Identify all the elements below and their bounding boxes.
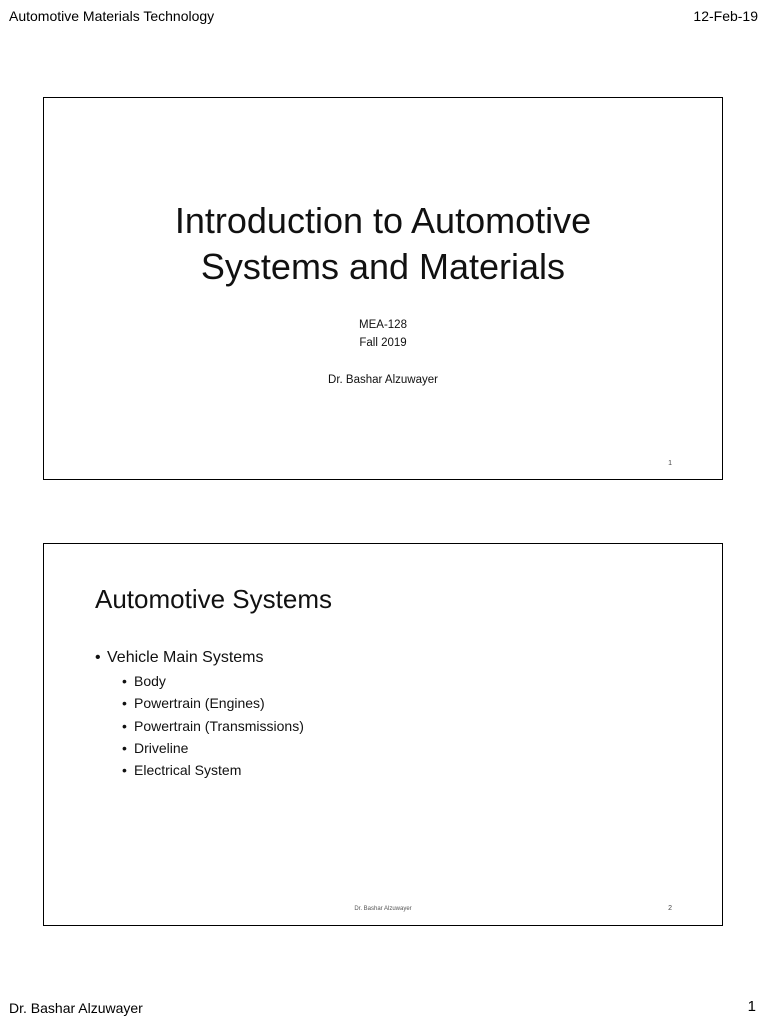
slide-1-number: 1 bbox=[668, 460, 672, 467]
list-item bbox=[122, 737, 304, 759]
slide-1-course-code: MEA-128 bbox=[359, 319, 407, 331]
slide-1-term: Fall 2019 bbox=[359, 337, 407, 349]
bullet-dot-icon: • bbox=[122, 739, 127, 756]
page-footer-author: Dr. Bashar Alzuwayer bbox=[9, 1000, 143, 1016]
bullet-label: Vehicle Main Systems bbox=[107, 649, 264, 666]
slide-1-title-line-2: Systems and Materials bbox=[200, 246, 566, 287]
list-item-label: Electrical System bbox=[134, 762, 242, 779]
bullet-dot-icon: • bbox=[122, 717, 127, 734]
page-header-date: 12-Feb-19 bbox=[693, 8, 758, 24]
slide-1-title-line-1: Introduction to Automotive bbox=[174, 200, 592, 241]
list-item-label: Powertrain (Transmissions) bbox=[134, 717, 304, 734]
list-item-label: Powertrain (Engines) bbox=[134, 695, 265, 712]
list-item bbox=[122, 692, 304, 714]
bullet-dot-icon: • bbox=[95, 649, 101, 666]
sub-bullet-list bbox=[122, 670, 304, 781]
list-item-label: Driveline bbox=[134, 739, 189, 756]
slide-2-title: Automotive Systems bbox=[95, 584, 332, 614]
page-number: 1 bbox=[747, 998, 756, 1015]
bullet-dot-icon: • bbox=[122, 673, 127, 689]
list-item bbox=[122, 715, 304, 737]
page-header-title: Automotive Materials Technology bbox=[9, 8, 215, 24]
slide-1-title bbox=[44, 198, 722, 290]
slide-2 bbox=[43, 543, 723, 926]
bullet-dot-icon: • bbox=[122, 695, 127, 712]
list-item bbox=[122, 670, 304, 692]
slide-2-footer-author: Dr. Bashar Alzuwayer bbox=[354, 906, 412, 912]
slide-1-author: Dr. Bashar Alzuwayer bbox=[328, 374, 438, 386]
slide-2-number: 2 bbox=[668, 905, 672, 912]
list-item-label: Body bbox=[134, 673, 166, 689]
list-item bbox=[122, 759, 304, 781]
slide-1 bbox=[43, 97, 723, 480]
bullet-vehicle-main-systems bbox=[95, 648, 264, 668]
bullet-dot-icon: • bbox=[122, 762, 127, 779]
